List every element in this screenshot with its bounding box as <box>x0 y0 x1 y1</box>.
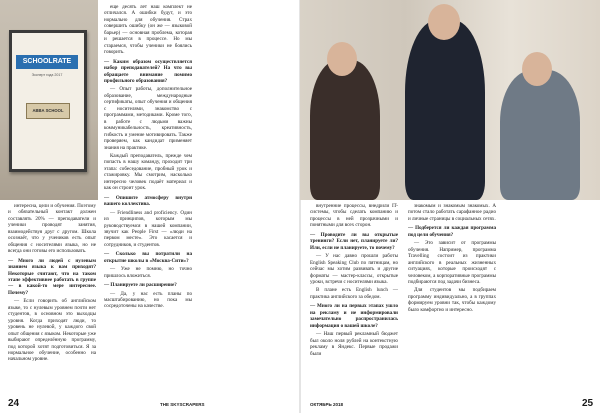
running-head-right: ОКТЯБРЬ 2018 <box>310 402 344 407</box>
interview-question: — Опишите атмосферу внутри вашего коллектива. <box>104 194 192 208</box>
person-center <box>405 20 485 200</box>
interview-question: — Много ли на первых этапах ушло на рекламу и не информировали замечательно распространилась информация о вашей школе? <box>310 303 398 329</box>
award-plaque <box>9 30 87 172</box>
body-paragraph: Каждый преподаватель, прежде чем попасть в нашу команду, проходит три этапа: собеседование, пробный урок и стажировку. Мы смотрим, насколько интересно человек подаёт материал и как он строит урок. <box>104 152 192 192</box>
plaque-subtitle: Эксперт года 2017 <box>31 73 63 77</box>
interview-question: — Много ли людей с нулевым знанием языка к вам приходят? Некоторые считают, что на таком этапе эффективнее работать в группе — в какой-то мере интереснее. Почему? <box>8 257 96 296</box>
person-right <box>500 70 580 200</box>
interview-question: — Проводите ли вы открытые тренинги? Если нет, планируете ли? Или, если не планируете, то почему? <box>310 231 398 251</box>
body-paragraph: — Наш первый рекламный бюджет был около ноля рублей на контекстную рекламу в Яндекс. Первые продажи были <box>310 331 398 357</box>
page-number-right: 25 <box>582 398 594 409</box>
body-paragraph: В плане есть English lunch — практика английского за обедом. <box>310 287 398 300</box>
body-paragraph: — У нас давно прошли работы English Speaking Club по пятницам, но сейчас мы хотим развивать и другие форматы — мастер-классы, открытые уроки, встречи с носителями языка. <box>310 253 398 285</box>
interview-question: — Планируете ли расширение? <box>104 282 177 289</box>
plaque-school-name: ABBA SCHOOL <box>32 108 64 113</box>
body-paragraph: интересна, цели и обучения. Поэтому и обязательный контакт должен составлять 20% — преподаватели и ученики проводят занятия, взаимодействуя друг с другом. Школа осознаёт, что у учеников есть опыт общения с носителями языка, но не всегда они готовы его использовать. <box>8 203 96 255</box>
right-column-2 <box>408 203 496 396</box>
body-paragraph: — Да, у нас есть планы по масштабированию, но пока мы сосредоточены на качестве. <box>104 290 192 310</box>
body-paragraph: — Опыт работы, дополнительное образование, международные сертификаты, опыт обучения и общения с носителями, знакомство с программами, методиками. Кроме того, в работе с людьми важны коммуникабельность, креативность, гибкость и умение мотивировать. Также проверяем, как кандидат применяет знания на практике. <box>104 86 192 151</box>
running-head-left: THE SKYSCRAPERS <box>160 402 205 407</box>
body-paragraph: знакомым и знакомым знакомых. А потом стало работать сарафанное радио и личные страницы в социальных сетях. <box>408 203 496 222</box>
body-paragraph: — Если говорить об английском языке, то с нулевым уровнем почти нет студентов, в основном это выходцы уровня. Когда приходят люди, то уровень не нулевой, у каждого свой опыт общения с языком. Некоторые уже выбирают определённую программу, под которой хотят подготовиться. Я за нормальное обучение, особенно на начальном уровне. <box>8 298 96 363</box>
award-photo <box>0 0 98 200</box>
plaque-school-block <box>26 103 70 119</box>
body-paragraph: — Friendliness and proficiency. Один из принципов, которым мы руководствуемся в нашей компании, звучит как People First — «люди на первом месте». Это касается и сотрудников, и студентов. <box>104 209 192 248</box>
body-paragraph: Для студентов мы подбираем программу индивидуально, а в группах формируем уровни так, чтобы каждому было комфортно и интересно. <box>408 287 496 313</box>
person-right-head <box>522 52 552 86</box>
person-center-head <box>428 4 460 40</box>
body-paragraph: — Уже не помню, но точно пришлось вложиться. <box>104 266 192 279</box>
person-left-head <box>327 42 357 76</box>
interview-question: — Подберется ли каждая программа под цели обучения? <box>408 225 496 238</box>
body-paragraph: еще десять лет наш комплект не отличался. А ошибки будут, и это нормально для обучения. Страх совершить ошибку (он же — языковой барьер) — основная проблема, которая и решается в процессе. Но мы стараемся, чтобы ученики не боялись говорить. <box>104 4 192 56</box>
left-column-2 <box>104 4 192 396</box>
left-column-1 <box>8 203 96 396</box>
body-paragraph: — Это зависит от программы обучения. Например, программа Travelling состоит из практики английского в реальных жизненных ситуациях, которые происходят с человеком, а корпоративные программы подбираются под задачи бизнеса. <box>408 240 496 285</box>
right-column-1 <box>310 203 398 396</box>
page-number-left: 24 <box>8 398 20 409</box>
interview-question: — Каким образом осуществляется набор преподавателей? На что вы обращаете внимание помимо профильного образования? <box>104 58 192 84</box>
interview-question: — Сколько вы потратили на открытие школы в «Москва-Сити»? <box>104 251 192 264</box>
meeting-photo <box>300 0 600 200</box>
person-left <box>310 60 380 200</box>
body-paragraph: внутренние процессы, внедрили IT-системы, чтобы сделать компанию и процессы в ней прозрачными и понятными для всех сторон. <box>310 203 398 229</box>
plaque-brand: SCHOOLRATE <box>16 55 78 69</box>
